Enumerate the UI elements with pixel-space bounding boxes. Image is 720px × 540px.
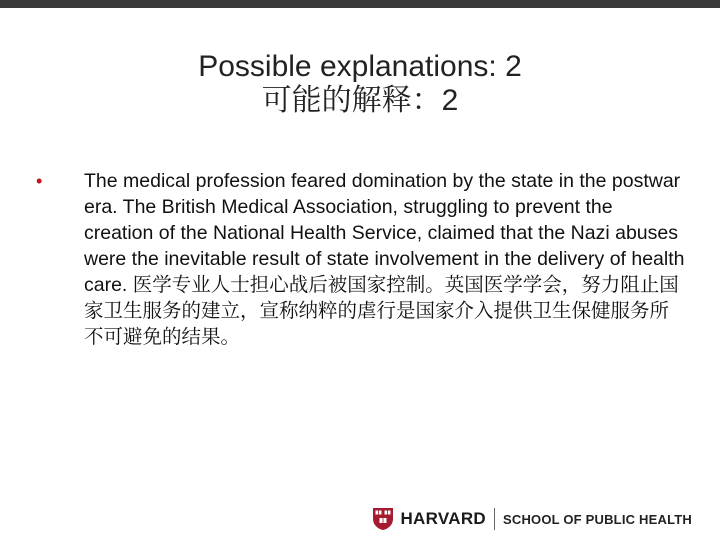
harvard-wordmark: HARVARD — [400, 509, 486, 528]
bullet-text: The medical profession feared domination by the state in the postwar era. The British Medical Association, struggling to prevent the creation of the National Health Service, claimed that the Nazi abuses were the inevitable result of state involvement in the delivery of health care. 医学专业人士担心战后被国家控制。英国医学学会，努力阻止国家卫生服务的建立，宣称纳粹的虐行是国家介入提供卫生保健服务所不可避免的结果。 — [84, 170, 685, 348]
harvard-logo — [372, 506, 692, 532]
slide-title-chinese: 可能的解释：2 — [261, 84, 459, 117]
top-bar — [0, 0, 720, 8]
harvard-shield-icon — [372, 507, 394, 531]
bullet-list — [36, 168, 686, 350]
bullet-item — [36, 168, 686, 350]
logo-divider — [494, 508, 495, 530]
school-name: SCHOOL OF PUBLIC HEALTH — [502, 511, 692, 527]
bullet-dot-icon: • — [36, 171, 43, 191]
slide-title-english: Possible explanations: 2 — [198, 50, 522, 83]
slide-title — [0, 50, 720, 118]
